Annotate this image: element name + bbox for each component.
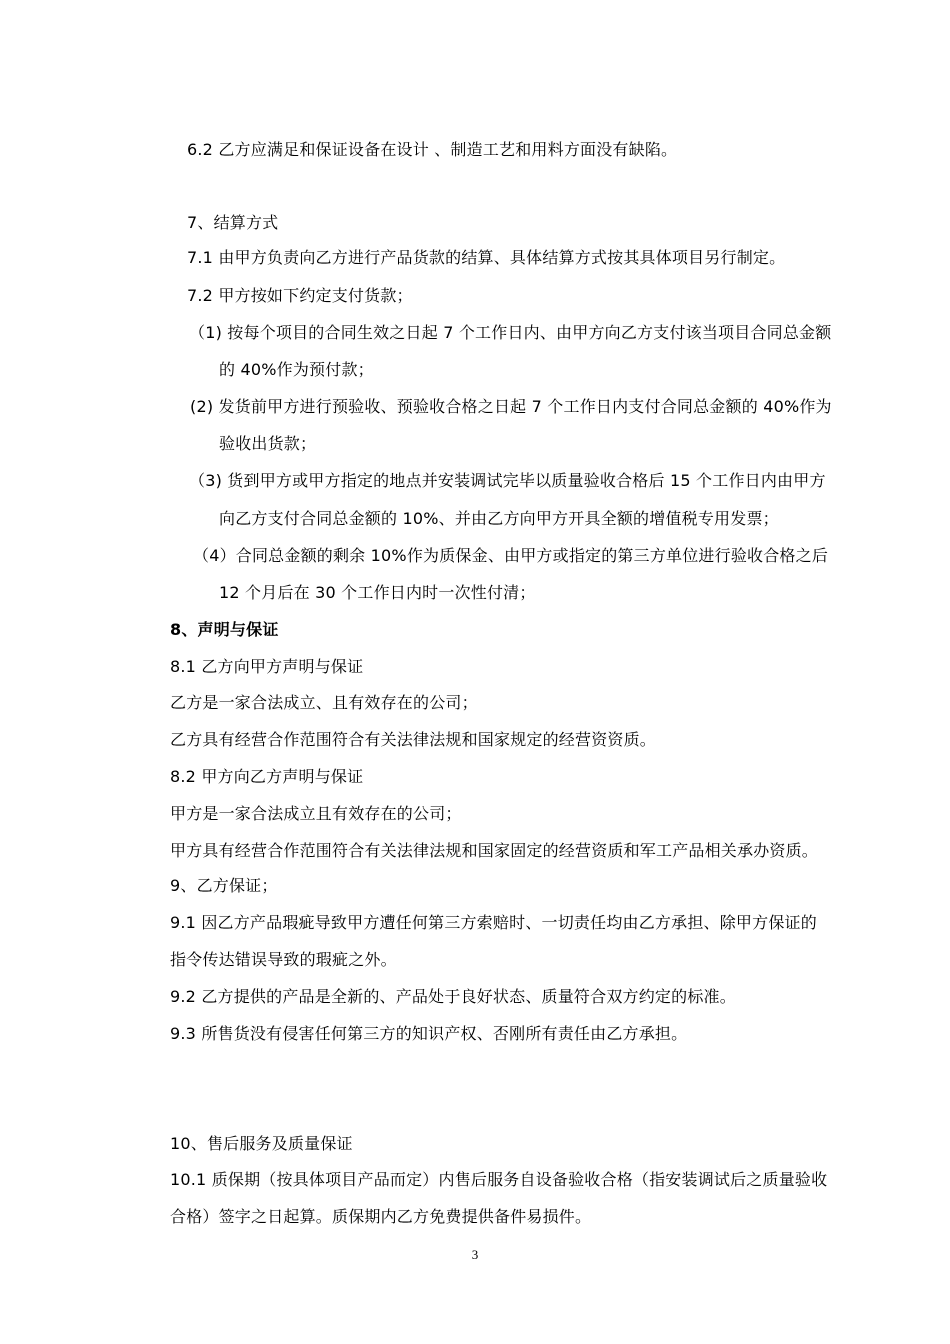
clause-10-1-cont: 合格）签字之日起算。质保期内乙方免费提供备件易损件。 [170, 1207, 592, 1226]
clause-9-3: 9.3 所售货没有侵害任何第三方的知识产权、否刚所有责任由乙方承担。 [170, 1024, 688, 1043]
clause-9-1-cont: 指令传达错误导致的瑕疵之外。 [170, 950, 397, 969]
payment-item-4-cont: 12 个月后在 30 个工作日内时一次性付清； [219, 583, 536, 602]
clause-9-1: 9.1 因乙方产品瑕疵导致甲方遭任何第三方索赔时、一切责任均由乙方承担、除甲方保证的 [170, 913, 817, 932]
section-10-heading: 10、售后服务及质量保证 [170, 1134, 353, 1153]
clause-6-2: 6.2 乙方应满足和保证设备在设计 、制造工艺和用料方面没有缺陷。 [187, 140, 678, 159]
clause-8-1: 8.1 乙方向甲方声明与保证 [170, 657, 364, 676]
section-7-heading: 7、结算方式 [187, 213, 279, 232]
clause-7-1: 7.1 由甲方负责向乙方进行产品货款的结算、具体结算方式按其具体项目另行制定。 [187, 248, 786, 267]
clause-9-2: 9.2 乙方提供的产品是全新的、产品处于良好状态、质量符合双方约定的标准。 [170, 987, 736, 1006]
payment-item-4: （4）合同总金额的剩余 10%作为质保金、由甲方或指定的第三方单位进行验收合格之后 [193, 546, 829, 565]
payment-item-2-cont: 验收出货款； [219, 434, 317, 453]
section-9-heading: 9、乙方保证； [170, 876, 278, 895]
clause-10-1: 10.1 质保期（按具体项目产品而定）内售后服务自设备验收合格（指安装调试后之质量验收 [170, 1170, 828, 1189]
clause-8-2-text-b: 甲方具有经营合作范围符合有关法律法规和国家固定的经营资质和军工产品相关承办资质。 [170, 841, 819, 860]
clause-8-2: 8.2 甲方向乙方声明与保证 [170, 767, 364, 786]
payment-item-3: （3) 货到甲方或甲方指定的地点并安装调试完毕以质量验收合格后 15 个工作日内由甲方 [189, 471, 826, 490]
clause-8-2-text-a: 甲方是一家合法成立且有效存在的公司； [170, 804, 462, 823]
payment-item-1: （1) 按每个项目的合同生效之日起 7 个工作日内、由甲方向乙方支付该当项目合同总金额 [189, 323, 832, 342]
payment-item-2: (2) 发货前甲方进行预验收、预验收合格之日起 7 个工作日内支付合同总金额的 40%作为 [190, 397, 832, 416]
payment-item-1-cont: 的 40%作为预付款； [219, 360, 374, 379]
clause-8-1-text-a: 乙方是一家合法成立、且有效存在的公司； [170, 693, 478, 712]
payment-item-3-cont: 向乙方支付合同总金额的 10%、并由乙方向甲方开具全额的增值税专用发票； [219, 509, 779, 528]
page-number: 3 [471, 1247, 479, 1262]
clause-8-1-text-b: 乙方具有经营合作范围符合有关法律法规和国家规定的经营资资质。 [170, 730, 657, 749]
section-8-heading: 8、声明与保证 [170, 620, 279, 639]
clause-7-2: 7.2 甲方按如下约定支付货款； [187, 286, 413, 305]
